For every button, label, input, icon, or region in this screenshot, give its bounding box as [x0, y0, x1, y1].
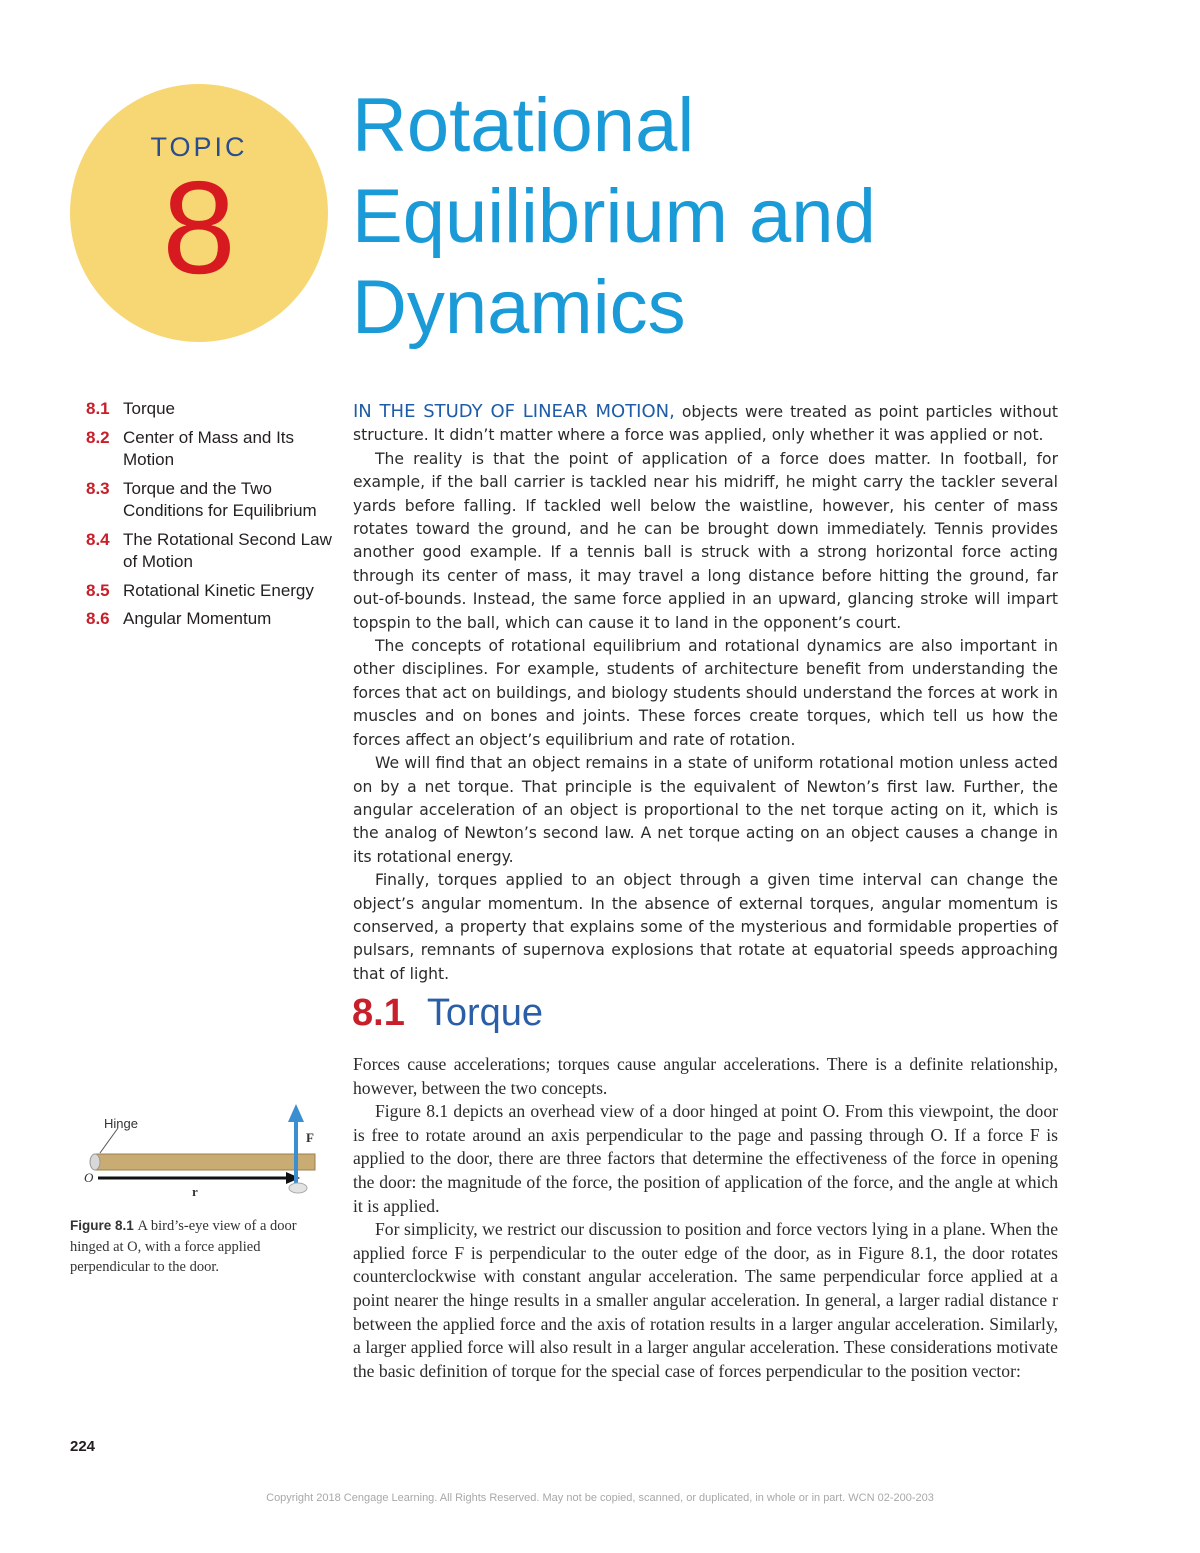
toc-number: 8.3	[86, 478, 110, 498]
door-figure	[62, 1098, 332, 1210]
toc-item	[86, 478, 336, 523]
intro-text: objects were treated as point particles without structure. It didn’t matter where a force was applied, only whether it was applied or not.	[353, 403, 1059, 445]
intro-paragraph	[353, 400, 1058, 448]
section-paragraph: Figure 8.1 depicts an overhead view of a door hinged at point O. From this viewpoint, the door is free to rotate around an axis perpendicular to the page and passing through O. If a force F is applied to the door, there are three factors that determine the effectiveness of the force in opening the door: the magnitude of the force, the position of application of the force, and the angle at which it is applied.	[353, 1101, 1058, 1216]
chapter-title-line: Rotational	[352, 83, 695, 168]
intro-lead: IN THE STUDY OF LINEAR MOTION,	[353, 401, 675, 422]
figure-caption-label: Figure 8.1	[70, 1218, 134, 1233]
toc-label: Torque	[123, 399, 175, 418]
section-list	[86, 398, 336, 637]
force-vector-head	[288, 1104, 304, 1122]
toc-number: 8.2	[86, 427, 110, 447]
chapter-title-line: Equilibrium and	[352, 174, 876, 259]
intro-paragraph: Finally, torques applied to an object through a given time interval can change the object’s angular momentum. In the absence of external torques, angular momentum is conserved, a property that explains some of the mysterious and formidable properties of pulsars, remnants of supernova explosions that rotate at equatorial speeds approaching that of light.	[353, 871, 1058, 983]
toc-label: Center of Mass and Its Motion	[123, 427, 295, 469]
f-label: F	[306, 1130, 314, 1145]
toc-item	[86, 427, 336, 472]
toc-label: Torque and the Two Conditions for Equilibrium	[123, 478, 317, 520]
toc-item	[86, 398, 336, 421]
toc-label: The Rotational Second Law of Motion	[123, 529, 332, 571]
hinge-label: Hinge	[104, 1116, 138, 1131]
section-body	[353, 1053, 1058, 1383]
r-label: r	[192, 1184, 198, 1199]
toc-item	[86, 529, 336, 574]
topic-label: TOPIC	[150, 132, 248, 162]
intro-paragraph: The reality is that the point of application of a force does matter. In football, for example, if the ball carrier is tackled near his midriff, he might carry the tackler several yards before falling. If tackled well below the waistline, however, his center of mass rotates toward the ground, and he can be brought down immediately. Tennis provides another good example. If a tennis ball is struck with a strong horizontal force acting through its center of mass, it may travel a long distance before hitting the ground, far out-of-bounds. Instead, the same force applied in an upward, glancing stroke will impart topspin to the ball, which can cause it to land in the opponent’s court.	[353, 449, 1058, 632]
toc-item	[86, 608, 336, 631]
section-heading	[352, 992, 543, 1035]
copyright-footer: Copyright 2018 Cengage Learning. All Rights Reserved. May not be copied, scanned, or duplicated, in whole or in part. WCN 02-200-203	[266, 1492, 934, 1504]
chapter-title-line: Dynamics	[352, 265, 686, 350]
topic-number: 8	[162, 154, 236, 301]
chapter-intro	[353, 400, 1058, 986]
toc-item	[86, 580, 336, 603]
figure-caption	[70, 1216, 332, 1278]
door-panel	[95, 1154, 315, 1170]
intro-paragraph: The concepts of rotational equilibrium and rotational dynamics are also important in other disciplines. For example, students of architecture benefit from understanding the forces that act on buildings, and biology students should understand the forces at work in muscles and on bones and joints. These forces create torques, which tell us how the forces affect an object’s equilibrium and rate of rotation.	[353, 637, 1058, 749]
intro-paragraph: We will find that an object remains in a state of uniform rotational motion unless acted on by a net torque. That principle is the equivalent of Newton’s first law. Further, the angular acceleration of an object is proportional to the net torque acting on it, which is the analog of Newton’s second law. A net torque acting on an object causes a change in its rotational energy.	[353, 754, 1058, 866]
chapter-title	[352, 80, 1152, 353]
section-paragraph: Forces cause accelerations; torques cause angular accelerations. There is a definite relationship, however, between the two concepts.	[353, 1054, 1058, 1098]
section-paragraph: For simplicity, we restrict our discussion to position and force vectors lying in a plane. When the applied force F is perpendicular to the outer edge of the door, as in Figure 8.1, the door rotates counterclockwise with constant angular acceleration. The same perpendicular force applied at a point nearer the hinge results in a smaller angular acceleration. In general, a larger radial distance r between the applied force and the axis of rotation results in a larger angular acceleration. Similarly, a larger applied force will also result in a larger angular acceleration. These considerations motivate the basic definition of torque for the special case of forces perpendicular to the position vector:	[353, 1219, 1058, 1381]
toc-number: 8.5	[86, 580, 110, 600]
section-number: 8.1	[352, 992, 405, 1034]
force-point	[289, 1183, 307, 1193]
section-title: Torque	[426, 992, 544, 1034]
toc-label: Angular Momentum	[123, 609, 272, 628]
figure-caption-text: A bird’s-eye view of a door hinged at O, with a force applied perpendicular to the door.	[70, 1218, 297, 1275]
hinge-shape	[90, 1154, 100, 1170]
topic-badge	[70, 84, 328, 342]
page-number: 224	[70, 1438, 96, 1455]
toc-number: 8.4	[86, 529, 110, 549]
origin-label: O	[84, 1170, 94, 1185]
toc-number: 8.6	[86, 609, 110, 628]
toc-label: Rotational Kinetic Energy	[123, 580, 314, 600]
toc-number: 8.1	[86, 399, 110, 418]
hinge-pointer	[100, 1128, 118, 1153]
